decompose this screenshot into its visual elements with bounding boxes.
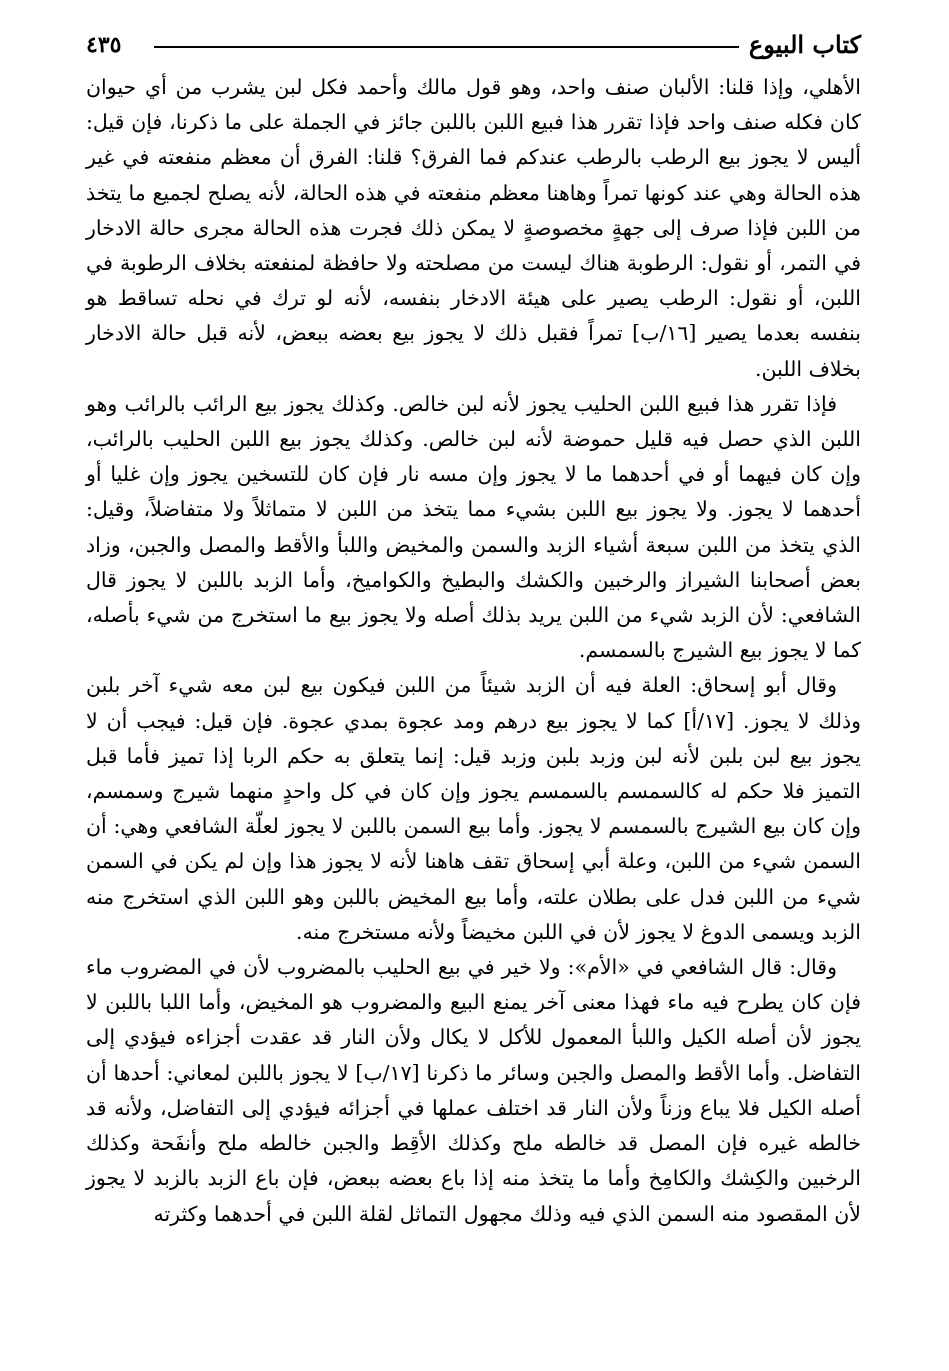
paragraph: الأهلي، وإذا قلنا: الألبان صنف واحد، وهو قول مالك وأحمد فكل لبن يشرب من أي حيوان كان فكله صنف واحد فإذا تقرر هذا فبيع اللبن باللبن جائز في الجملة على ما ذكرنا، فإن قيل: أليس لا يجوز بيع الرطب بالرطب عندكم فما الفرق؟ قلنا: الفرق أن معظم منفعته في غير هذه الحالة وهي عند كونها تمراً وهاهنا معظم منفعته في هذه الحالة، لأنه يصلح لجميع ما يتخذ من اللبن فإذا صرف إلى جهةٍ مخصوصةٍ لا يمكن ذلك فجرت هذه الحالة مجرى حالة الادخار في التمر، أو نقول: الرطوبة هناك ليست من مصلحته ولا حافظة لمنفعته بخلاف الرطوبة في اللبن، أو نقول: الرطب يصير على هيئة الادخار بنفسه، لأنه لو ترك في نحله تساقط هو بنفسه بعدما يصير [١٦/ب] تمراً فقبل ذلك لا يجوز بيع بعضه ببعض، لأنه قبل حالة الادخار بخلاف اللبن.	[86, 75, 861, 381]
paragraph: فإذا تقرر هذا فبيع اللبن الحليب يجوز لأنه لبن خالص. وكذلك يجوز بيع الرائب بالرائب وهو اللبن الذي حصل فيه قليل حموضة لأنه لبن خالص. وكذلك يجوز بيع اللبن الحليب بالرائب، وإن كان فيهما أو في أحدهما ما لا يجوز وإن مسه نار فإن كان للتسخين يجوز وإن غليا أو أحدهما لا يجوز. ولا يجوز بيع اللبن بشيء مما يتخذ من اللبن لا متماثلاً ولا متفاضلاً، وقيل: الذي يتخذ من اللبن سبعة أشياء الزبد والسمن والمخيض واللبأ والأقط والمصل والجبن، وزاد بعض أصحابنا الشيراز والرخبين والكشك والبطيخ والكواميخ، وأما الزبد باللبن لا يجوز قال الشافعي: لأن الزبد شيء من اللبن يريد بذلك أصله ولا يجوز بيع ما استخرج من شيء بأصله، كما لا يجوز بيع الشيرج بالسمسم.	[86, 391, 861, 663]
page-number: ٤٣٥	[86, 32, 122, 58]
body-text	[86, 70, 861, 1232]
header-rule	[154, 46, 739, 48]
paragraph: وقال: قال الشافعي في «الأم»: ولا خير في بيع الحليب بالمضروب لأن في المضروب ماء فإن كان يطرح فيه ماء فهذا معنى آخر يمنع البيع والمضروب هو المخيض، وأما اللبا باللبن لا يجوز لأن أصله الكيل واللبأ المعمول للأكل لا يكال ولأن النار قد عقدت أجزاءه فيؤدي إلى التفاضل. وأما الأقط والمصل والجبن وسائر ما ذكرنا [١٧/ب] لا يجوز باللبن لمعاني: أحدها أن أصله الكيل فلا يباع وزناً ولأن النار قد اختلف عملها في أجزائه فيؤدي إلى التفاضل، ولأنه قد خالطه غيره فإن المصل قد خالطه ملح وكذلك الأقِط والجبن خالطه ملح وأنفَحة وكذلك الرخبين والكِشك والكامِخ وأما ما يتخذ منه إذا باع بعضه ببعض، فإن باع الزبد بالزبد لا يجوز لأن المقصود منه السمن الذي فيه وذلك مجهول التماثل لقلة اللبن في أحدهما وكثرته	[86, 955, 861, 1226]
chapter-title: كتاب البيوع	[748, 30, 861, 59]
page-header	[86, 28, 861, 62]
paragraph: وقال أبو إسحاق: العلة فيه أن الزبد شيئاً من اللبن فيكون بيع لبن معه شيء آخر بلبن وذلك لا يجوز. [١٧/أ] كما لا يجوز بيع درهم ومد عجوة بمدي عجوة. فإن قيل: فيجب أن لا يجوز بيع لبن بلبن لأنه لبن وزبد بلبن وزبد قيل: إنما يتعلق به حكم الربا إذا تميز فأما قبل التميز فلا حكم له كالسمسم بالسمسم يجوز وإن كان في كل واحدٍ منهما شيرج وسمسم، وإن كان بيع الشيرج بالسمسم لا يجوز. وأما بيع السمن باللبن لا يجوز لعلّة الشافعي وهي: أن السمن شيء من اللبن، وعلة أبي إسحاق تقف هاهنا لأنه لا يجوز هذا وإن لم يكن في السمن شيء من اللبن فدل على بطلان علته، وأما بيع المخيض باللبن وهو اللبن الذي استخرج منه الزبد ويسمى الدوغ لا يجوز لأن في اللبن مخيضاً ولأنه مستخرج منه.	[86, 673, 861, 944]
